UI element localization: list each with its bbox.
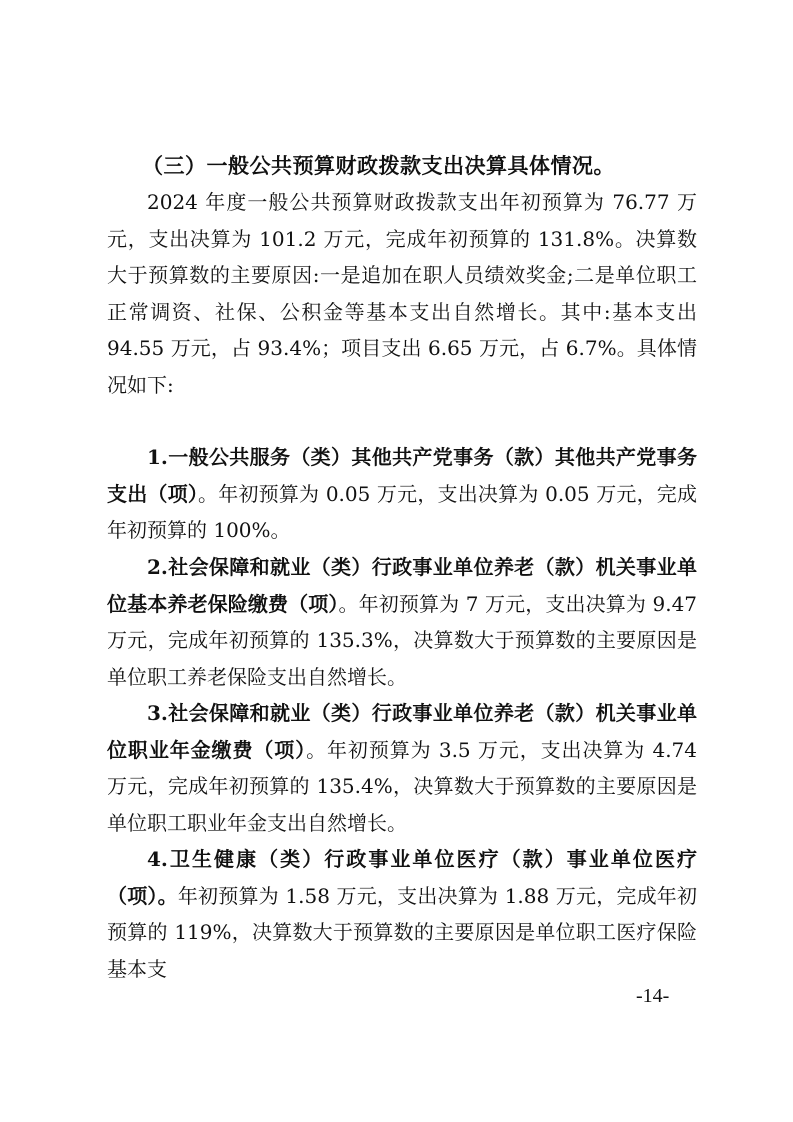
item-2-title: 2.社会保障和就业（类）行政事业单位养老（款）机关事业单位基本养老保险缴费（项） — [107, 555, 697, 616]
item-4-paragraph — [107, 841, 697, 987]
item-4-body: 年初预算为 1.58 万元，支出决算为 1.88 万元，完成年初预算的 119%，决算数大于预算数的主要原因是单位职工医疗保险基本支 — [107, 883, 698, 981]
item-3-body: 。年初预算为 3.5 万元，支出决算为 4.74 万元，完成年初预算的 135.4%，决算数大于预算数的主要原因是单位职工职业年金支出自然增长。 — [107, 737, 697, 835]
item-2-body: 。年初预算为 7 万元，支出决算为 9.47 万元，完成年初预算的 135.3%，决算数大于预算数的主要原因是单位职工养老保险支出自然增长。 — [107, 591, 698, 689]
intro-paragraph — [107, 184, 697, 403]
item-4-title: 4.卫生健康（类）行政事业单位医疗（款）事业单位医疗（项）。 — [107, 847, 697, 908]
intro-text: 2024 年度一般公共预算财政拨款支出年初预算为 76.77 万元，支出决算为 101.2 万元，完成年初预算的 131.8%。决算数大于预算数的主要原因:一是追加在职人员绩效奖金;二是单位职工正常调资、社保、公积金等基本支出自然增长。其中:基本支出 94.55 万元，占 93.4%；项目支出 6.65 万元，占 6.7%。具体情况如下: — [107, 190, 697, 397]
item-1-paragraph — [107, 439, 697, 549]
item-3-title: 3.社会保障和就业（类）行政事业单位养老（款）机关事业单位职业年金缴费（项） — [107, 701, 697, 762]
item-1-body: 。年初预算为 0.05 万元，支出决算为 0.05 万元，完成年初预算的 100%。 — [107, 481, 698, 542]
item-2-paragraph — [107, 549, 697, 695]
item-1-title: 1.一般公共服务（类）其他共产党事务（款）其他共产党事务支出（项） — [107, 445, 697, 506]
section-heading: （三）一般公共预算财政拨款支出决算具体情况。 — [142, 153, 615, 178]
item-3-paragraph — [107, 695, 697, 841]
page-number: -14- — [636, 985, 670, 1007]
